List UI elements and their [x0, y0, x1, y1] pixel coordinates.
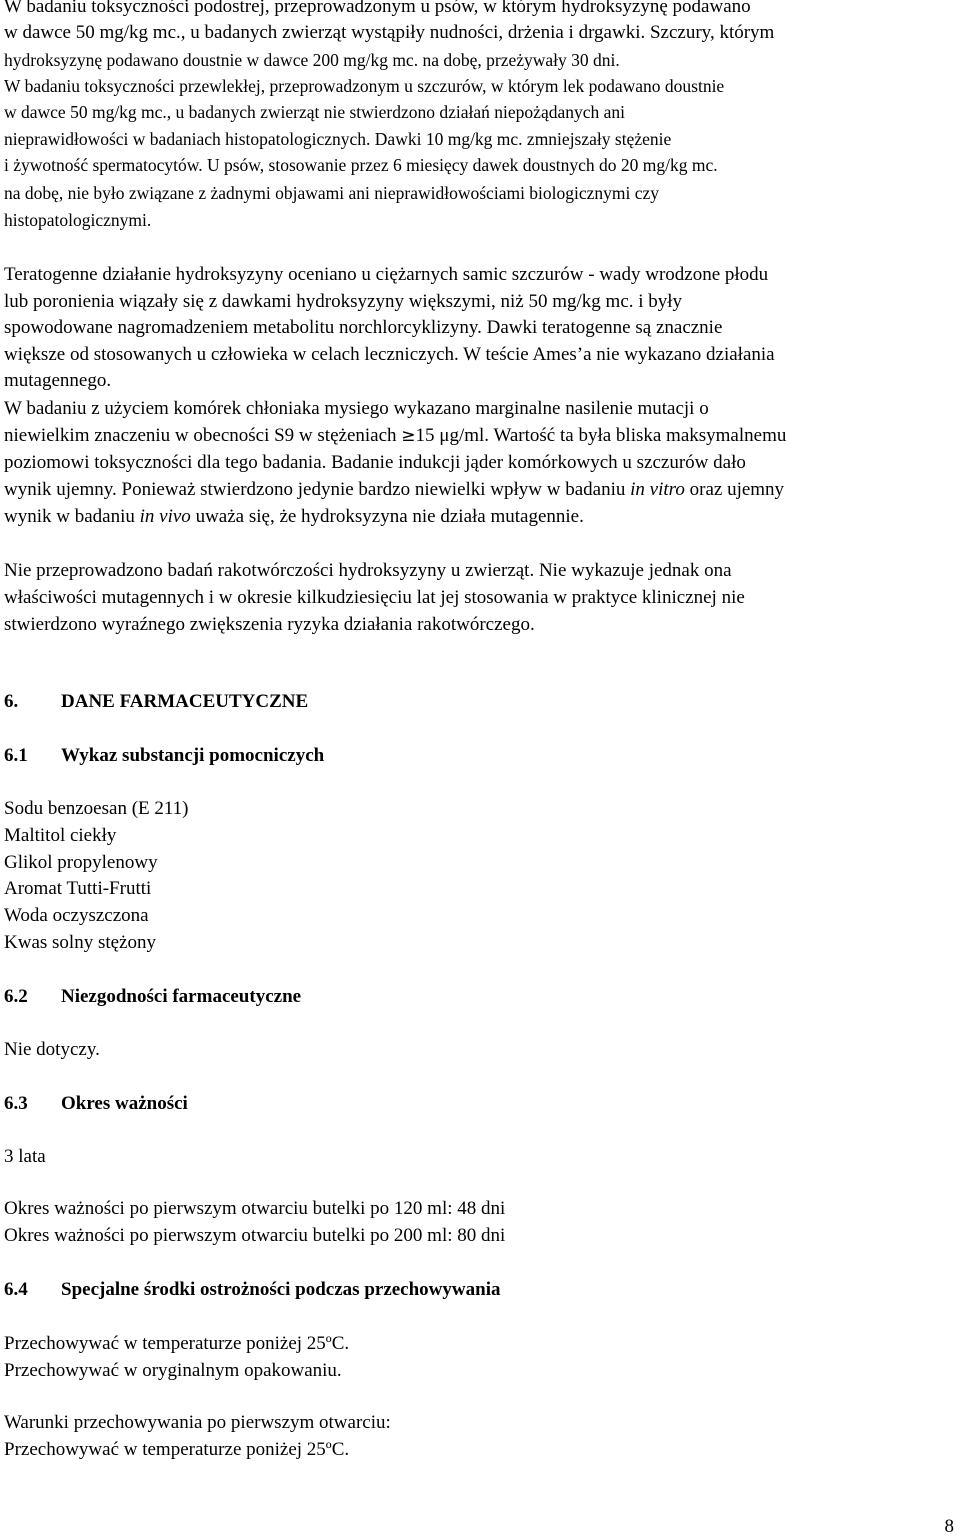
list-item: Maltitol ciekły [4, 825, 117, 846]
body-text: Przechowywać w oryginalnym opakowaniu. [4, 1360, 342, 1381]
list-item: Glikol propylenowy [4, 852, 158, 873]
body-text: Przechowywać w temperaturze poniżej 25ºC. [4, 1333, 350, 1354]
text-span: niewielkim znaczeniu w obecności S9 w stężeniach [4, 425, 402, 446]
list-item: Woda oczyszczona [4, 905, 149, 926]
text-line [4, 425, 786, 447]
text-line: W badaniu toksyczności przewlekłej, przeprowadzonym u szczurów, w którym lek podawano doustnie [4, 76, 725, 96]
text-line: Nie przeprowadzono badań rakotwórczości hydroksyzyny u zwierząt. Nie wykazuje jednak ona [4, 560, 732, 581]
section-number: 6.1 [4, 745, 28, 766]
text-line: większe od stosowanych u człowieka w celach leczniczych. W teście Ames’a nie wykazano działania [4, 344, 775, 365]
body-text: 3 lata [4, 1146, 46, 1167]
text-line: właściwości mutagennych i w okresie kilkudziesięciu lat jej stosowania w praktyce klinicznej nie [4, 587, 745, 608]
body-text: Warunki przechowywania po pierwszym otwarciu: [4, 1412, 391, 1433]
greater-equal-symbol: ≥ [401, 426, 416, 446]
subsection-heading [4, 1279, 500, 1301]
section-title: Okres ważności [61, 1093, 188, 1114]
section-title: Specjalne środki ostrożności podczas przechowywania [61, 1279, 501, 1300]
section-title: Wykaz substancji pomocniczych [61, 745, 325, 766]
list-item: Aromat Tutti-Frutti [4, 878, 152, 899]
section-heading [4, 691, 308, 713]
text-span: wynik w badaniu [4, 506, 140, 527]
text-line: w dawce 50 mg/kg mc., u badanych zwierząt wystąpiły nudności, drżenia i drgawki. Szczury, którym [4, 22, 775, 43]
text-line: W badaniu z użyciem komórek chłoniaka mysiego wykazano marginalne nasilenie mutacji o [4, 398, 709, 419]
text-span: uważa się, że hydroksyzyna nie działa mutagennie. [190, 506, 584, 527]
text-span: 15 μg/ml. Wartość ta była bliska maksymalnemu [415, 425, 787, 446]
text-line: hydroksyzynę podawano doustnie w dawce 200 mg/kg mc. na dobę, przeżywały 30 dni. [4, 50, 620, 70]
section-number: 6. [4, 691, 19, 712]
italic-term: in vitro [630, 479, 685, 500]
text-line [4, 506, 584, 528]
italic-term: in vivo [139, 506, 191, 527]
section-number: 6.3 [4, 1093, 28, 1114]
body-text: Okres ważności po pierwszym otwarciu butelki po 120 ml: 48 dni [4, 1198, 506, 1219]
section-number: 6.4 [4, 1279, 28, 1300]
subsection-heading [4, 745, 324, 767]
text-line: w dawce 50 mg/kg mc., u badanych zwierząt nie stwierdzono działań niepożądanych ani [4, 102, 626, 122]
list-item: Kwas solny stężony [4, 932, 156, 953]
body-text: Przechowywać w temperaturze poniżej 25ºC. [4, 1439, 350, 1460]
text-line [4, 479, 784, 501]
text-span: wynik ujemny. Ponieważ stwierdzono jedynie bardzo niewielki wpływ w badaniu [4, 479, 631, 500]
text-line: na dobę, nie było związane z żadnymi objawami ani nieprawidłowościami biologicznymi czy [4, 183, 660, 203]
page-number: 8 [944, 1516, 954, 1537]
list-item: Sodu benzoesan (E 211) [4, 798, 189, 819]
section-number: 6.2 [4, 986, 28, 1007]
text-line: spowodowane nagromadzeniem metabolitu norchlorcyklizyny. Dawki teratogenne są znacznie [4, 317, 723, 338]
text-line: mutagennego. [4, 370, 112, 391]
text-line: W badaniu toksyczności podostrej, przeprowadzonym u psów, w którym hydroksyzynę podawano [4, 0, 751, 17]
text-line: histopatologicznymi. [4, 210, 152, 230]
text-line: nieprawidłowości w badaniach histopatologicznych. Dawki 10 mg/kg mc. zmniejszały stężenie [4, 129, 672, 149]
subsection-heading [4, 1093, 188, 1115]
text-line: i żywotność spermatocytów. U psów, stosowanie przez 6 miesięcy dawek doustnych do 20 mg/kg mc. [4, 155, 718, 175]
text-span: oraz ujemny [684, 479, 785, 500]
body-text: Okres ważności po pierwszym otwarciu butelki po 200 ml: 80 dni [4, 1225, 506, 1246]
subsection-heading [4, 986, 301, 1008]
body-text: Nie dotyczy. [4, 1039, 100, 1060]
text-line: poziomowi toksyczności dla tego badania. Badanie indukcji jąder komórkowych u szczurów dało [4, 452, 746, 473]
text-line: stwierdzono wyraźnego zwiększenia ryzyka działania rakotwórczego. [4, 614, 535, 635]
text-line: Teratogenne działanie hydroksyzyny oceniano u ciężarnych samic szczurów - wady wrodzone płodu [4, 264, 769, 285]
text-line: lub poronienia wiązały się z dawkami hydroksyzyny większymi, niż 50 mg/kg mc. i były [4, 291, 683, 312]
section-title: DANE FARMACEUTYCZNE [61, 691, 309, 712]
section-title: Niezgodności farmaceutyczne [61, 986, 302, 1007]
